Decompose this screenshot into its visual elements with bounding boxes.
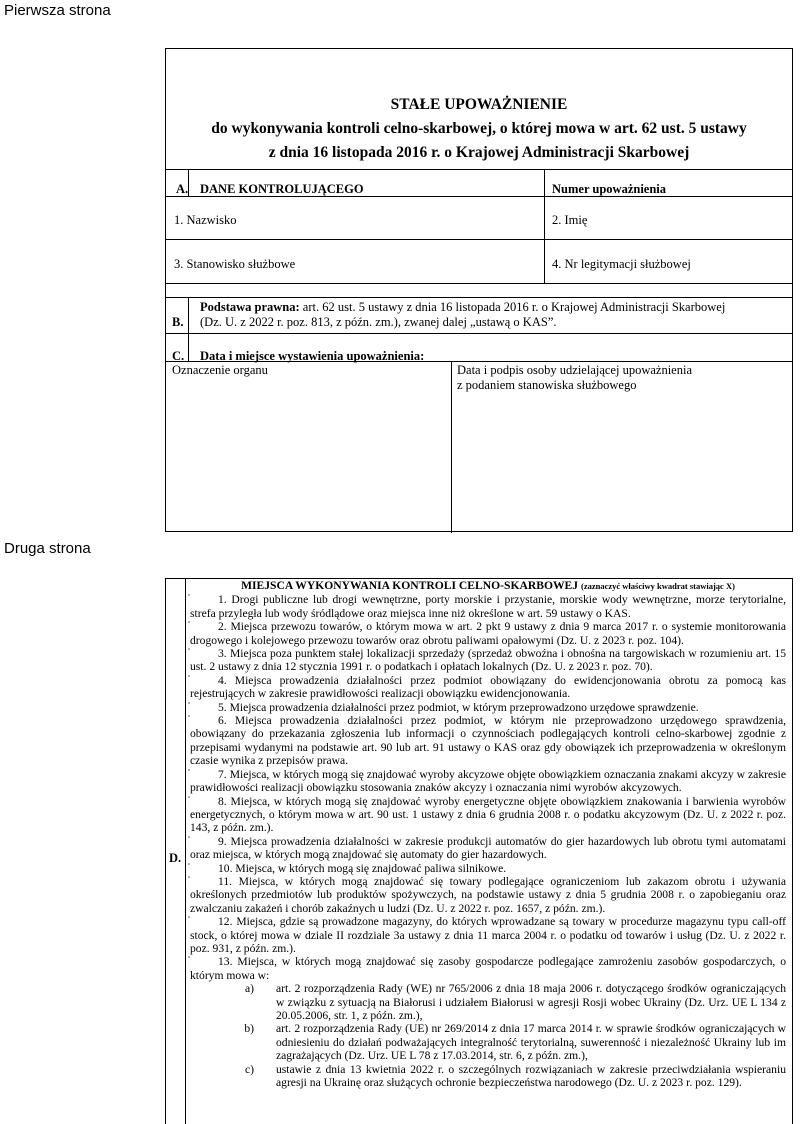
location-item (190, 647, 786, 674)
location-item (190, 915, 786, 955)
location-item-text: 8. Miejsca, w których mogą się znajdować wyroby energetyczne objęte obowiązkiem znakowania i barwienia wyrobów energetycznych, o którym mowa w art. 90 ust. 1 ustawy z dnia 6 grudnia 2008 r. o podatku akcyzowym (Dz. U. z 2022 r. poz. 143, z późn. zm.). (190, 794, 786, 835)
location-item (190, 795, 786, 835)
section-c-letter: C. (172, 349, 185, 363)
checkbox-icon[interactable]: ▫ (188, 915, 191, 922)
title-line-2: do wykonywania kontroli celno-skarbowej, o której mowa w art. 62 ust. 5 ustawy (211, 120, 747, 137)
location-item-text: 1. Drogi publiczne lub drogi wewnętrzne, porty morskie i przystanie, morskie wody wewnętrzne, morze terytorialne, strefa przyległa lub wody śródlądowe oraz miejsca inne niż określone w art. 59 ustawy o KAS. (190, 593, 786, 620)
heading-text: MIEJSCA WYKONYWANIA KONTROLI CELNO-SKARBOWEJ (241, 579, 579, 592)
checkbox-icon[interactable]: ▫ (188, 620, 191, 627)
second-page-label: Druga strona (4, 540, 91, 557)
divider (188, 333, 189, 361)
position-field: 3. Stanowisko służbowe (174, 257, 296, 271)
subitem-text: ustawie z dnia 13 kwietnia 2022 r. o szczególnych rozwiązaniach w zakresie przeciwdziałania wspieraniu agresji na Ukrainę oraz służących ochronie bezpieczeństwa narodowego (Dz. U. z 2023 r. poz. 129). (276, 1062, 786, 1090)
location-item-text: 12. Miejsca, gdzie są prowadzone magazyny, do których wprowadzane są towary w procedurze magazynu typu call-off stock, o której mowa w dziale II rozdziale 3a ustawy z dnia 11 marca 2004 r. o podatku od towarów i usług (Dz. U. z 2022 r. poz. 931, z późn. zm.). (190, 915, 786, 955)
id-number-field: 4. Nr legitymacji służbowej (552, 257, 691, 271)
divider (166, 297, 792, 298)
location-subitem (190, 1063, 786, 1090)
location-item-text: 4. Miejsca prowadzenia działalności przez podmiot obowiązany do ewidencjonowania obrotu za pomocą kas rejestrujących w zakresie prawidłowości realizacji obowiązku ewidencjonowania. (190, 673, 786, 701)
location-item (190, 674, 786, 701)
divider (166, 333, 792, 334)
subitem-label: c) (244, 1062, 254, 1076)
location-item (190, 768, 786, 795)
first-name-field: 2. Imię (552, 213, 588, 227)
divider (166, 283, 792, 284)
section-d-letter: D. (169, 851, 182, 865)
location-item (190, 620, 786, 647)
signature-label-2: z podaniem stanowiska służbowego (457, 378, 637, 392)
section-b-letter: B. (172, 315, 184, 329)
location-item-text: 13. Miejsca, w których mogą znajdować się zasoby gospodarcze podlegające zamrożeniu zasobów gospodarczych, o którym mowa w: (190, 955, 786, 982)
section-d-column (166, 579, 186, 1124)
authorization-front (165, 48, 793, 532)
location-subitem (190, 1022, 786, 1062)
subitem-label: a) (244, 982, 254, 996)
legal-basis-text-2: (Dz. U. z 2022 r. poz. 813, z późn. zm.), zwanej dalej „ustawą o KAS”. (200, 315, 557, 329)
subitem-label: b) (244, 1022, 254, 1036)
location-item (190, 701, 786, 714)
issuing-authority-field: Oznaczenie organu (172, 363, 268, 377)
section-a-letter: A. (176, 182, 189, 196)
divider (188, 169, 189, 196)
divider (544, 169, 545, 283)
location-item (190, 714, 786, 768)
heading-note: (zaznaczyć właściwy kwadrat stawiając X) (581, 581, 735, 591)
section-a-label: DANE KONTROLUJĄCEGO (200, 182, 364, 196)
location-item-text: 9. Miejsca prowadzenia działalności w zakresie produkcji automatów do gier hazardowych lub obrotu tymi automatami oraz miejsca, w których mogą znajdować się automaty do gier hazardowych. (190, 834, 786, 862)
subitem-text: art. 2 rozporządzenia Rady (UE) nr 269/2014 z dnia 17 marca 2014 r. w sprawie środków ograniczających w odniesieniu do działań podważających integralność terytorialną, suwerenność i niezależność Ukrainy lub im zagrażających (Dz. Urz. UE L 78 z 17.03.2014, str. 6, z późn. zm.), (276, 1022, 786, 1063)
divider (166, 196, 792, 197)
location-item-text: 6. Miejsca prowadzenia działalności przez podmiot, w którym nie przeprowadzono urzędowego sprawdzenia, obowiązany do przekazania zgłoszenia lub informacji o czynnościach podlegających kontroli celno-skarbowej zgodnie z przepisami wydanymi na podstawie art. 90 lub art. 91 ustawy o KAS oraz gdy obowiązek ich przeprowadzenia w określonym czasie wynika z przepisów prawa. (190, 714, 786, 768)
location-item-text: 2. Miejsca przewozu towarów, o którym mowa w art. 2 pkt 9 ustawy z dnia 9 marca 2017 r. o systemie monitorowania drogowego i kolejowego przewozu towarów oraz obrotu paliwami opałowymi (Dz. U. z 2023 r. poz. 104). (190, 620, 786, 647)
location-item-text: 7. Miejsca, w których mogą się znajdować wyroby akcyzowe objęte obowiązkiem oznaczania znakami akcyzy w zakresie prawidłowości realizacji obowiązku stosowania znaków akcyzy i oznaczania nimi wyrobów akcyzowych. (190, 767, 786, 795)
location-item (190, 955, 786, 982)
checkbox-icon[interactable]: ▫ (188, 874, 191, 881)
title-line-3: z dnia 16 listopada 2016 r. o Krajowej Administracji Skarbowej (268, 144, 690, 161)
control-locations (186, 579, 792, 1089)
checkbox-icon[interactable]: ▫ (188, 593, 191, 600)
location-item (190, 875, 786, 915)
first-page-label: Pierwsza strona (4, 2, 111, 19)
signature-field (457, 363, 692, 393)
legal-basis-text: art. 62 ust. 5 ustawy z dnia 16 listopada 2016 r. o Krajowej Administracji Skarbowej (299, 300, 726, 314)
location-sublist (190, 982, 786, 1089)
document-title (166, 93, 792, 165)
location-item-text: 3. Miejsca poza punktem stałej lokalizacji sprzedaży (sprzedaż obwoźna i obnośna na targowiskach w rozumieniu art. 15 ust. 2 ustawy z dnia 12 stycznia 1991 r. o podatkach i opłatach lokalnych (Dz. U. z 2023 r. poz. 70). (190, 647, 786, 674)
section-c-label: Data i miejsce wystawienia upoważnienia: (200, 349, 425, 363)
checkbox-icon[interactable]: ▫ (188, 955, 191, 962)
checkbox-icon[interactable]: ▫ (188, 767, 191, 774)
legal-basis (200, 300, 725, 330)
checkbox-icon[interactable]: ▫ (188, 714, 191, 721)
location-item (190, 862, 786, 875)
location-item (190, 593, 786, 620)
checkbox-icon[interactable]: ▫ (188, 673, 191, 680)
divider (166, 239, 792, 240)
location-item-text: 11. Miejsca, w których mogą znajdować się towary podlegające ograniczeniom lub zakazom obrotu i używania określonych przedmiotów lub produktów spożywczych, na podstawie ustawy z dnia 5 grudnia 2008 r. o zapobieganiu oraz zwalczaniu zakażeń i chorób zakaźnych u ludzi (Dz. U. z 2022 r. poz. 1657, z późn. zm.). (190, 874, 786, 915)
location-subitem (190, 982, 786, 1022)
surname-field: 1. Nazwisko (174, 213, 237, 227)
title-line-1: STAŁE UPOWAŻNIENIE (390, 96, 568, 113)
signature-label-1: Data i podpis osoby udzielającej upoważnienia (457, 363, 692, 377)
divider (166, 169, 792, 170)
authorization-number-label: Numer upoważnienia (552, 182, 667, 196)
checkbox-icon[interactable]: ▫ (188, 794, 191, 801)
divider (451, 361, 452, 533)
divider (188, 297, 189, 333)
legal-basis-label: Podstawa prawna: (200, 300, 300, 314)
checkbox-icon[interactable]: ▫ (188, 700, 191, 707)
checkbox-icon[interactable]: ▫ (188, 647, 191, 654)
checkbox-icon[interactable]: ▫ (188, 834, 191, 841)
location-item-text: 10. Miejsca, w których mogą się znajdować paliwa silnikowe. (218, 861, 507, 875)
checkbox-icon[interactable]: ▫ (188, 861, 191, 868)
divider (166, 361, 792, 362)
subitem-text: art. 2 rozporządzenia Rady (WE) nr 765/2006 z dnia 18 maja 2006 r. dotyczącego środków ograniczających w związku z sytuacją na Białorusi i udziałem Białorusi w agresji Rosji wobec Ukrainy (Dz. Urz. UE L 134 z 20.05.2006, str. 1, z późn. zm.), (276, 982, 786, 1022)
control-locations-heading (190, 579, 786, 593)
location-list (190, 593, 786, 982)
location-item-text: 5. Miejsca prowadzenia działalności przez podmiot, w którym przeprowadzono urzędowe sprawdzenie. (218, 700, 699, 714)
location-item (190, 835, 786, 862)
authorization-back (165, 578, 793, 1124)
